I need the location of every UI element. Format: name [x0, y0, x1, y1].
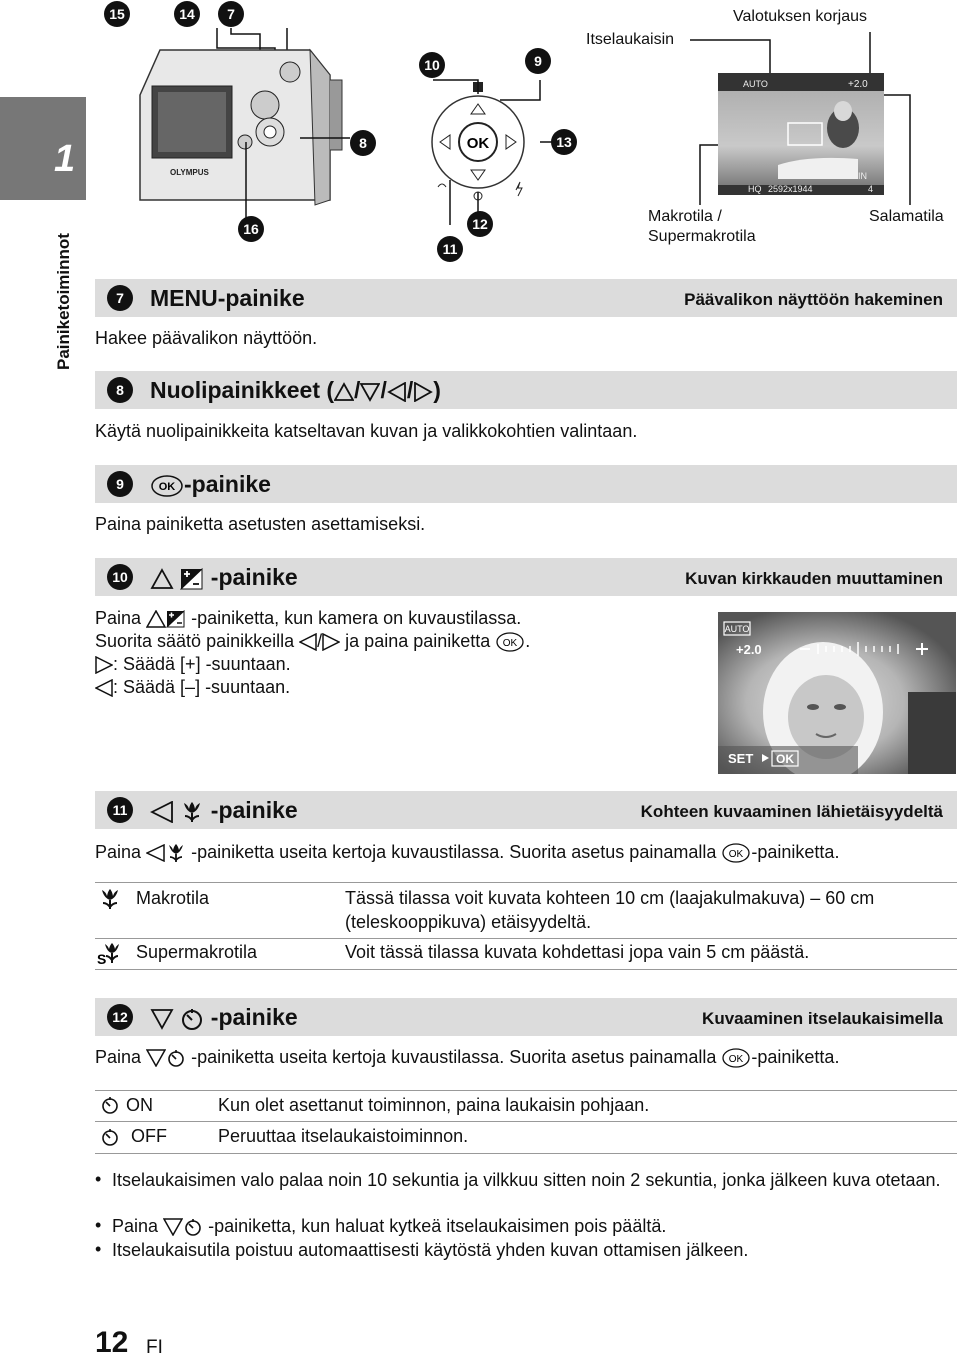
label-supermacro: Supermakrotila: [648, 228, 756, 245]
callout-14: 14: [174, 1, 200, 27]
section-8-body: Käytä nuolipainikkeita katseltavan kuvan ja valikkokohtien valintaan.: [95, 421, 638, 441]
section-11-subtitle: Kohteen kuvaaminen lähietäisyydeltä: [640, 802, 943, 821]
svg-text:OLYMPUS: OLYMPUS: [170, 168, 209, 177]
svg-text:OK: OK: [503, 638, 518, 650]
macro-table-top-rule: [95, 882, 957, 883]
self-timer-icon: [166, 1048, 186, 1068]
section-8-number: 8: [107, 377, 133, 403]
section-9-header: [95, 465, 957, 503]
macro-row-name: Makrotila: [136, 888, 210, 908]
section-9-body: Paina painiketta asetusten asettamiseksi.: [95, 514, 426, 534]
section-7-title: MENU-painike: [150, 285, 305, 311]
ok-button-icon: [721, 1048, 751, 1068]
right-arrow-icon: [95, 656, 113, 674]
self-timer-icon: [183, 1217, 203, 1237]
callout-11: 11: [437, 236, 463, 262]
self-timer-icon: [180, 1007, 204, 1031]
section-10-line1: Paina -painiketta, kun kamera on kuvaustilassa.: [95, 608, 522, 628]
svg-text:OK: OK: [729, 1054, 744, 1066]
section-11-header: [95, 791, 957, 829]
supermacro-mode-icon: [97, 942, 123, 966]
section-12-subtitle: Kuvaaminen itselaukaisimella: [702, 1009, 943, 1028]
timer-table-mid-rule: [95, 1121, 957, 1122]
svg-text:OK: OK: [466, 135, 490, 152]
right-arrow-icon: [322, 633, 340, 651]
section-11-title: -painike: [150, 797, 298, 824]
camera-diagram: [100, 20, 740, 260]
lcd-preview-exposure: [718, 612, 956, 774]
lcd-preview-top: [718, 73, 884, 195]
ok-button-icon: [150, 475, 184, 497]
label-self-timer: Itselaukaisin: [586, 31, 675, 48]
left-arrow-icon: [95, 679, 113, 697]
svg-text:S: S: [97, 951, 107, 966]
macro-flower-icon: [166, 843, 186, 863]
callout-9: 9: [525, 48, 551, 74]
section-10-number: 10: [107, 564, 133, 590]
exposure-compensation-icon: [180, 568, 204, 590]
callout-15: 15: [104, 1, 130, 27]
chapter-label: Painiketoiminnot: [54, 233, 73, 370]
svg-text:4: 4: [868, 184, 874, 194]
supermacro-row-name: Supermakrotila: [136, 942, 258, 962]
ok-button-icon: [495, 632, 525, 652]
down-arrow-icon: [146, 1049, 166, 1067]
callout-7: 7: [218, 1, 244, 27]
section-10-line4: : Säädä [–] -suuntaan.: [95, 677, 290, 698]
svg-text:+2.0: +2.0: [736, 642, 762, 657]
section-10-title: -painike: [150, 564, 298, 591]
svg-text:HQ: HQ: [748, 184, 762, 194]
svg-text:2592x1944: 2592x1944: [768, 184, 813, 194]
section-10-line3: : Säädä [+] -suuntaan.: [95, 654, 291, 675]
section-10-header: [95, 558, 957, 596]
left-arrow-icon: [146, 844, 166, 862]
section-10-subtitle: Kuvan kirkkauden muuttaminen: [685, 569, 943, 588]
exposure-compensation-icon: [166, 610, 186, 628]
label-exposure: Valotuksen korjaus: [733, 8, 867, 25]
section-10-line2: Suorita säätö painikkeilla / ja paina painiketta OK .: [95, 631, 531, 651]
macro-mode-icon: [99, 888, 121, 910]
section-11-number: 11: [107, 797, 133, 823]
svg-text:AUTO: AUTO: [743, 79, 768, 89]
svg-text:IN: IN: [858, 171, 867, 181]
down-arrow-icon: [150, 1008, 174, 1030]
page-number: 12: [95, 1326, 129, 1359]
section-12-header: [95, 998, 957, 1036]
section-9-number: 9: [107, 471, 133, 497]
svg-text:SET: SET: [728, 751, 754, 766]
left-arrow-icon: [150, 801, 174, 823]
timer-table-bottom-rule: [95, 1153, 957, 1154]
self-timer-icon: [100, 1095, 120, 1115]
section-12-number: 12: [107, 1004, 133, 1030]
up-arrow-icon: [334, 382, 354, 402]
ok-button-icon: [721, 843, 751, 863]
supermacro-row-desc: Voit tässä tilassa kuvata kohdettasi jopa vain 5 cm päästä.: [345, 942, 810, 962]
svg-text:+2.0: +2.0: [848, 79, 868, 90]
macro-table-mid-rule: [95, 938, 957, 939]
section-9-title: OK -painike: [150, 471, 271, 498]
callout-16: 16: [238, 216, 264, 242]
self-timer-icon: [100, 1127, 120, 1147]
callout-10: 10: [419, 52, 445, 78]
down-arrow-icon: [360, 382, 380, 402]
right-arrow-icon: [413, 382, 433, 402]
callout-8: 8: [350, 130, 376, 156]
macro-row-desc-2: (teleskooppikuva) etäisyydeltä.: [345, 912, 592, 932]
section-12-body: Paina -painiketta useita kertoja kuvaustilassa. Suorita asetus painamalla OK -painiketta.: [95, 1047, 840, 1067]
timer-off-label: OFF: [131, 1126, 167, 1146]
section-8-title: Nuolipainikkeet ( / / / ): [150, 377, 441, 403]
section-7-number: 7: [107, 285, 133, 311]
svg-text:AUTO: AUTO: [724, 624, 750, 634]
macro-flower-icon: [180, 800, 204, 824]
timer-off-desc: Peruuttaa itselaukaistoiminnon.: [218, 1126, 469, 1146]
section-7-header: [95, 279, 957, 317]
section-11-body: Paina -painiketta useita kertoja kuvaustilassa. Suorita asetus painamalla OK -painiketta.: [95, 842, 840, 862]
svg-text:OK: OK: [729, 849, 744, 861]
macro-row-desc-1: Tässä tilassa voit kuvata kohteen 10 cm (laajakulmakuva) – 60 cm: [345, 888, 875, 908]
section-7-body: Hakee päävalikon näyttöön.: [95, 328, 318, 348]
label-flash: Salamatila: [869, 208, 944, 225]
chapter-number: 1: [54, 138, 76, 180]
macro-table-bottom-rule: [95, 969, 957, 970]
timer-on-desc: Kun olet asettanut toiminnon, paina laukaisin pohjaan.: [218, 1095, 650, 1115]
left-arrow-icon: [299, 633, 317, 651]
label-macro: Makrotila /: [648, 208, 722, 225]
section-12-title: -painike: [150, 1004, 298, 1031]
section-8-header: [95, 371, 957, 409]
up-arrow-icon: [150, 568, 174, 590]
timer-table-top-rule: [95, 1090, 957, 1091]
section-7-subtitle: Päävalikon näyttöön hakeminen: [684, 290, 943, 309]
callout-13: 13: [551, 129, 577, 155]
callout-12: 12: [467, 211, 493, 237]
page-language: FI: [146, 1337, 163, 1358]
svg-text:OK: OK: [776, 752, 794, 766]
up-arrow-icon: [146, 610, 166, 628]
svg-text:OK: OK: [158, 480, 176, 493]
timer-on-label: ON: [126, 1095, 153, 1115]
down-arrow-icon: [163, 1218, 183, 1236]
left-arrow-icon: [387, 382, 407, 402]
